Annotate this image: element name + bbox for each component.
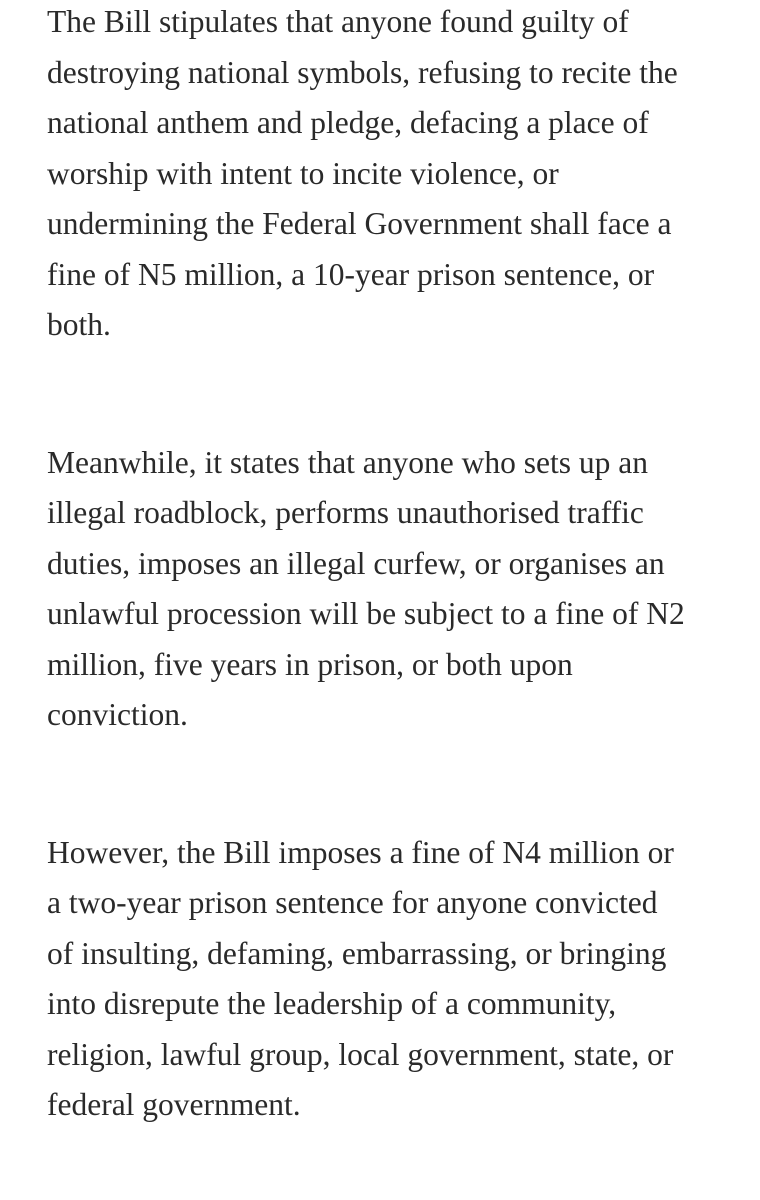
text-line: duties, imposes an illegal curfew, or organises an xyxy=(47,545,665,581)
text-line: national anthem and pledge, defacing a place of xyxy=(47,105,649,140)
text-line: into disrepute the leadership of a community, xyxy=(47,986,617,1021)
text-line: undermining the Federal Government shall face a xyxy=(47,206,672,241)
text-line: worship with intent to incite violence, or xyxy=(47,155,559,191)
text-line: of insulting, defaming, embarrassing, or bringing xyxy=(47,935,667,971)
text-line: destroying national symbols, refusing to recite the xyxy=(47,54,678,90)
text-line: However, the Bill imposes a fine of N4 million or xyxy=(47,834,674,870)
text-line: religion, lawful group, local government, state, or xyxy=(47,1036,674,1072)
text-line: fine of N5 million, a 10-year prison sentence, or xyxy=(47,256,655,292)
paragraph-national-symbols-penalty xyxy=(47,0,760,351)
text-line: both. xyxy=(47,307,111,342)
text-line: unlawful procession will be subject to a fine of N2 xyxy=(47,596,685,631)
text-line: a two-year prison sentence for anyone convicted xyxy=(47,885,658,920)
text-line: Meanwhile, it states that anyone who sets up an xyxy=(47,444,648,480)
text-line: million, five years in prison, or both upon xyxy=(47,646,573,682)
text-line: illegal roadblock, performs unauthorised traffic xyxy=(47,495,644,530)
text-line: The Bill stipulates that anyone found guilty of xyxy=(47,4,629,39)
paragraph-insult-leadership-penalty xyxy=(47,828,760,1131)
paragraph-roadblock-penalty xyxy=(47,438,760,741)
text-line: conviction. xyxy=(47,697,188,732)
text-line: federal government. xyxy=(47,1087,301,1122)
